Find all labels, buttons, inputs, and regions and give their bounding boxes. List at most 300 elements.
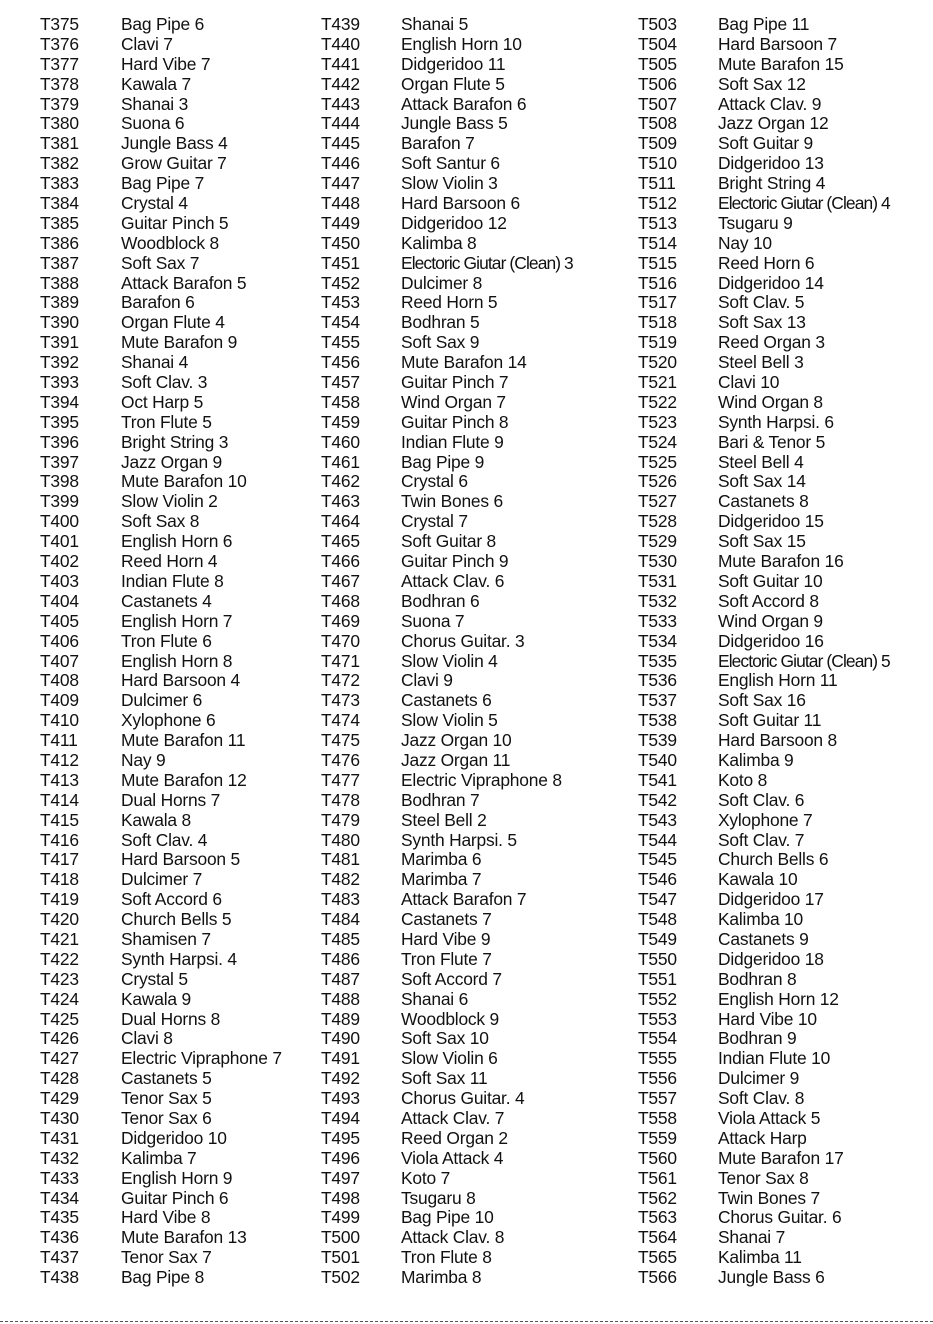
tone-name: Tron Flute 6 bbox=[121, 630, 212, 651]
tone-number: T388 bbox=[40, 272, 79, 293]
tone-name: Shanai 4 bbox=[121, 352, 189, 373]
tone-name: English Horn 8 bbox=[121, 650, 233, 671]
tone-number: T428 bbox=[40, 1068, 79, 1089]
tone-number: T507 bbox=[638, 93, 677, 114]
tone-number: T505 bbox=[638, 53, 677, 74]
tone-name: Tsugaru 8 bbox=[401, 1187, 476, 1208]
tone-number: T453 bbox=[321, 292, 360, 313]
tone-number: T487 bbox=[321, 968, 360, 989]
tone-number: T412 bbox=[40, 749, 79, 770]
tone-number: T463 bbox=[321, 491, 360, 512]
tone-number: T499 bbox=[321, 1207, 360, 1228]
tone-name: Reed Horn 4 bbox=[121, 551, 218, 572]
tone-number: T515 bbox=[638, 252, 677, 273]
tone-name: Electoric Giutar (Clean) 3 bbox=[401, 252, 573, 273]
tone-number: T541 bbox=[638, 769, 677, 790]
tone-number: T561 bbox=[638, 1167, 677, 1188]
tone-name: Crystal 5 bbox=[121, 968, 188, 989]
tone-name: Didgeridoo 16 bbox=[718, 630, 824, 651]
tone-name: Dual Horns 7 bbox=[121, 789, 221, 810]
tone-number: T506 bbox=[638, 73, 677, 94]
tone-name: English Horn 12 bbox=[718, 988, 839, 1009]
tone-name: Suona 7 bbox=[401, 610, 465, 631]
tone-name: Soft Guitar 8 bbox=[401, 531, 497, 552]
tone-name: Mute Barafon 14 bbox=[401, 352, 527, 373]
tone-name: Hard Vibe 7 bbox=[121, 53, 211, 74]
tone-number: T467 bbox=[321, 570, 360, 591]
tone-number: T452 bbox=[321, 272, 360, 293]
tone-number: T433 bbox=[40, 1167, 79, 1188]
tone-name: Tenor Sax 7 bbox=[121, 1247, 212, 1268]
tone-number: T464 bbox=[321, 511, 360, 532]
tone-name: Indian Flute 10 bbox=[718, 1048, 831, 1069]
tone-number: T411 bbox=[40, 730, 78, 751]
tone-name: Attack Clav. 8 bbox=[401, 1227, 505, 1248]
tone-number: T485 bbox=[321, 928, 360, 949]
tone-name: Clavi 7 bbox=[121, 33, 173, 54]
tone-name: Electric Vipraphone 8 bbox=[401, 769, 562, 790]
tone-number: T454 bbox=[321, 312, 360, 333]
tone-name: Nay 10 bbox=[718, 232, 772, 253]
tone-name: Attack Barafon 7 bbox=[401, 889, 527, 910]
tone-number: T421 bbox=[40, 928, 79, 949]
tone-name: Slow Violin 6 bbox=[401, 1048, 498, 1069]
tone-number: T560 bbox=[638, 1147, 677, 1168]
tone-name: Soft Santur 6 bbox=[401, 153, 500, 174]
tone-name: Twin Bones 6 bbox=[401, 491, 504, 512]
tone-number: T404 bbox=[40, 590, 79, 611]
tone-name: Soft Sax 12 bbox=[718, 73, 806, 94]
tone-number: T414 bbox=[40, 789, 79, 810]
tone-number: T390 bbox=[40, 312, 79, 333]
tone-number: T469 bbox=[321, 610, 360, 631]
tone-number: T458 bbox=[321, 391, 360, 412]
tone-number: T407 bbox=[40, 650, 79, 671]
tone-name: Bodhran 7 bbox=[401, 789, 480, 810]
tone-name: Bodhran 9 bbox=[718, 1028, 797, 1049]
tone-number: T387 bbox=[40, 252, 79, 273]
tone-number: T410 bbox=[40, 710, 79, 731]
tone-name: Kawala 7 bbox=[121, 73, 191, 94]
tone-number: T566 bbox=[638, 1267, 677, 1288]
tone-name: Chorus Guitar. 3 bbox=[401, 630, 525, 651]
tone-name: Tenor Sax 5 bbox=[121, 1088, 212, 1109]
tone-name: Shanai 3 bbox=[121, 93, 189, 114]
tone-number: T549 bbox=[638, 928, 677, 949]
tone-name: Soft Sax 9 bbox=[401, 332, 480, 353]
tone-name: Synth Harpsi. 4 bbox=[121, 948, 237, 969]
tone-number: T495 bbox=[321, 1127, 360, 1148]
tone-name: Crystal 4 bbox=[121, 193, 188, 214]
tone-number: T552 bbox=[638, 988, 677, 1009]
tone-number: T550 bbox=[638, 948, 677, 969]
tone-name: Mute Barafon 9 bbox=[121, 332, 238, 353]
tone-name: Slow Violin 5 bbox=[401, 710, 498, 731]
tone-name: Hard Barsoon 4 bbox=[121, 670, 241, 691]
tone-name: Hard Barsoon 6 bbox=[401, 193, 521, 214]
tone-number: T471 bbox=[321, 650, 360, 671]
tone-name: Guitar Pinch 7 bbox=[401, 372, 509, 393]
tone-number: T384 bbox=[40, 193, 79, 214]
tone-number: T398 bbox=[40, 471, 79, 492]
tone-name: Soft Clav. 4 bbox=[121, 829, 208, 850]
tone-number: T440 bbox=[321, 33, 360, 54]
tone-name: Xylophone 6 bbox=[121, 710, 216, 731]
tone-number: T441 bbox=[321, 53, 360, 74]
tone-name: Soft Sax 15 bbox=[718, 531, 806, 552]
tone-name: Xylophone 7 bbox=[718, 809, 813, 830]
tone-name: Mute Barafon 11 bbox=[121, 730, 246, 751]
tone-number: T465 bbox=[321, 531, 360, 552]
tone-number: T527 bbox=[638, 491, 677, 512]
tone-name: Wind Organ 9 bbox=[718, 610, 823, 631]
tone-name: Jungle Bass 5 bbox=[401, 113, 508, 134]
tone-number: T491 bbox=[321, 1048, 360, 1069]
tone-name: Guitar Pinch 9 bbox=[401, 551, 509, 572]
tone-number: T536 bbox=[638, 670, 677, 691]
tone-number: T535 bbox=[638, 650, 677, 671]
tone-name: Guitar Pinch 6 bbox=[121, 1187, 229, 1208]
tone-number: T524 bbox=[638, 431, 677, 452]
tone-name: Shamisen 7 bbox=[121, 928, 211, 949]
tone-number: T468 bbox=[321, 590, 360, 611]
tone-name: Didgeridoo 11 bbox=[401, 53, 506, 74]
tone-number: T445 bbox=[321, 133, 360, 154]
tone-name: Mute Barafon 16 bbox=[718, 551, 844, 572]
tone-name: Reed Horn 5 bbox=[401, 292, 498, 313]
tone-name: Shanai 5 bbox=[401, 14, 469, 34]
tone-name: Oct Harp 5 bbox=[121, 391, 204, 412]
tone-name: Marimba 6 bbox=[401, 849, 482, 870]
tone-number: T514 bbox=[638, 232, 677, 253]
tone-name: Hard Barsoon 5 bbox=[121, 849, 241, 870]
tone-number: T523 bbox=[638, 411, 677, 432]
tone-number: T462 bbox=[321, 471, 360, 492]
tone-number: T474 bbox=[321, 710, 360, 731]
tone-number: T395 bbox=[40, 411, 79, 432]
tone-number: T525 bbox=[638, 451, 677, 472]
tone-name: Jazz Organ 10 bbox=[401, 730, 512, 751]
tone-number: T443 bbox=[321, 93, 360, 114]
tone-name: Marimba 7 bbox=[401, 869, 482, 890]
tone-name: Castanets 8 bbox=[718, 491, 809, 512]
tone-name: Wind Organ 7 bbox=[401, 391, 506, 412]
tone-number: T439 bbox=[321, 14, 360, 34]
tone-number: T544 bbox=[638, 829, 677, 850]
tone-number: T556 bbox=[638, 1068, 677, 1089]
tone-name: Barafon 6 bbox=[121, 292, 195, 313]
tone-number: T562 bbox=[638, 1187, 677, 1208]
tone-name: Bag Pipe 8 bbox=[121, 1267, 205, 1288]
tone-number: T493 bbox=[321, 1088, 360, 1109]
tone-name: Nay 9 bbox=[121, 749, 166, 770]
tone-number: T553 bbox=[638, 1008, 677, 1029]
tone-number: T437 bbox=[40, 1247, 79, 1268]
tone-name: Organ Flute 4 bbox=[121, 312, 225, 333]
tone-number: T520 bbox=[638, 352, 677, 373]
tone-name: Tenor Sax 8 bbox=[718, 1167, 809, 1188]
tone-name: Shanai 7 bbox=[718, 1227, 786, 1248]
tone-name: Didgeridoo 15 bbox=[718, 511, 824, 532]
tone-name: Bright String 3 bbox=[121, 431, 229, 452]
tone-name: Tsugaru 9 bbox=[718, 212, 793, 233]
tone-number: T413 bbox=[40, 769, 79, 790]
tone-number: T490 bbox=[321, 1028, 360, 1049]
tone-number: T500 bbox=[321, 1227, 360, 1248]
tone-number: T391 bbox=[40, 332, 79, 353]
tone-number: T540 bbox=[638, 749, 677, 770]
tone-name: Attack Clav. 7 bbox=[401, 1107, 505, 1128]
tone-name: Soft Sax 11 bbox=[401, 1068, 488, 1089]
tone-name: Soft Sax 13 bbox=[718, 312, 806, 333]
tone-name: Kalimba 11 bbox=[718, 1247, 802, 1268]
tone-number: T564 bbox=[638, 1227, 677, 1248]
tone-number: T380 bbox=[40, 113, 79, 134]
tone-name: Chorus Guitar. 4 bbox=[401, 1088, 525, 1109]
tone-name: Soft Sax 8 bbox=[121, 511, 200, 532]
tone-number: T444 bbox=[321, 113, 360, 134]
tone-name: Guitar Pinch 5 bbox=[121, 212, 229, 233]
tone-name: Mute Barafon 15 bbox=[718, 53, 844, 74]
tone-name: Soft Guitar 9 bbox=[718, 133, 814, 154]
tone-name: Clavi 10 bbox=[718, 372, 780, 393]
tone-name: Castanets 5 bbox=[121, 1068, 212, 1089]
tone-name: Bari & Tenor 5 bbox=[718, 431, 826, 452]
tone-name: Hard Barsoon 8 bbox=[718, 730, 838, 751]
tone-name: Jazz Organ 12 bbox=[718, 113, 829, 134]
tone-name: Didgeridoo 12 bbox=[401, 212, 507, 233]
tone-number: T456 bbox=[321, 352, 360, 373]
tone-name: Bodhran 5 bbox=[401, 312, 480, 333]
tone-name: English Horn 7 bbox=[121, 610, 233, 631]
tone-name: Marimba 8 bbox=[401, 1267, 482, 1288]
tone-number: T435 bbox=[40, 1207, 79, 1228]
tone-number: T392 bbox=[40, 352, 79, 373]
tone-number: T401 bbox=[40, 531, 79, 552]
tone-number: T399 bbox=[40, 491, 79, 512]
tone-number: T461 bbox=[321, 451, 360, 472]
tone-number: T403 bbox=[40, 570, 79, 591]
tone-number: T518 bbox=[638, 312, 677, 333]
tone-name: Soft Accord 7 bbox=[401, 968, 502, 989]
tone-number: T381 bbox=[40, 133, 79, 154]
tone-number: T476 bbox=[321, 749, 360, 770]
tone-name: Attack Clav. 6 bbox=[401, 570, 505, 591]
tone-name: Mute Barafon 12 bbox=[121, 769, 247, 790]
tone-name: English Horn 6 bbox=[121, 531, 233, 552]
tone-name: Reed Organ 2 bbox=[401, 1127, 508, 1148]
tone-name: Dulcimer 7 bbox=[121, 869, 203, 890]
tone-name: Woodblock 9 bbox=[401, 1008, 500, 1029]
tone-number: T425 bbox=[40, 1008, 79, 1029]
tone-name: Bag Pipe 10 bbox=[401, 1207, 494, 1228]
tone-name: Soft Guitar 10 bbox=[718, 570, 823, 591]
tone-name: Grow Guitar 7 bbox=[121, 153, 227, 174]
tone-number: T417 bbox=[40, 849, 79, 870]
tone-number: T379 bbox=[40, 93, 79, 114]
tone-number: T533 bbox=[638, 610, 677, 631]
tone-number: T542 bbox=[638, 789, 677, 810]
tone-name: Bag Pipe 6 bbox=[121, 14, 205, 34]
tone-number: T429 bbox=[40, 1088, 79, 1109]
tone-name: Hard Vibe 10 bbox=[718, 1008, 817, 1029]
tone-number: T548 bbox=[638, 909, 677, 930]
tone-number: T409 bbox=[40, 690, 79, 711]
tone-name: Kawala 10 bbox=[718, 869, 798, 890]
tone-number: T538 bbox=[638, 710, 677, 731]
tone-number: T478 bbox=[321, 789, 360, 810]
tone-number: T377 bbox=[40, 53, 79, 74]
tone-number: T423 bbox=[40, 968, 79, 989]
tone-number: T497 bbox=[321, 1167, 360, 1188]
tone-name: Didgeridoo 18 bbox=[718, 948, 824, 969]
tone-number: T521 bbox=[638, 372, 677, 393]
tone-number: T406 bbox=[40, 630, 79, 651]
tone-name: Viola Attack 5 bbox=[718, 1107, 821, 1128]
tone-name: Barafon 7 bbox=[401, 133, 475, 154]
tone-number: T492 bbox=[321, 1068, 360, 1089]
tone-name: Dual Horns 8 bbox=[121, 1008, 221, 1029]
tone-name: Soft Sax 7 bbox=[121, 252, 200, 273]
tone-number: T382 bbox=[40, 153, 79, 174]
tone-name: Soft Clav. 5 bbox=[718, 292, 805, 313]
tone-number: T397 bbox=[40, 451, 79, 472]
tone-name: Kalimba 8 bbox=[401, 232, 477, 253]
tone-name: Bag Pipe 9 bbox=[401, 451, 485, 472]
tone-number: T385 bbox=[40, 212, 79, 233]
tone-name: Church Bells 6 bbox=[718, 849, 829, 870]
tone-name: Hard Barsoon 7 bbox=[718, 33, 838, 54]
tone-name: Tron Flute 5 bbox=[121, 411, 212, 432]
tone-number: T543 bbox=[638, 809, 677, 830]
tone-number: T555 bbox=[638, 1048, 677, 1069]
tone-number: T537 bbox=[638, 690, 677, 711]
tone-name: Bright String 4 bbox=[718, 173, 826, 194]
tone-number: T528 bbox=[638, 511, 677, 532]
tone-name: Organ Flute 5 bbox=[401, 73, 505, 94]
tone-name: Tron Flute 7 bbox=[401, 948, 492, 969]
tone-name: Clavi 9 bbox=[401, 670, 453, 691]
tone-number: T498 bbox=[321, 1187, 360, 1208]
tone-name: Kalimba 9 bbox=[718, 749, 794, 770]
tone-number: T563 bbox=[638, 1207, 677, 1228]
tone-number: T460 bbox=[321, 431, 360, 452]
tone-name: Hard Vibe 8 bbox=[121, 1207, 211, 1228]
tone-name: Attack Clav. 9 bbox=[718, 93, 822, 114]
tone-number: T415 bbox=[40, 809, 79, 830]
tone-number: T422 bbox=[40, 948, 79, 969]
tone-number: T517 bbox=[638, 292, 677, 313]
tone-number: T432 bbox=[40, 1147, 79, 1168]
tone-name: Kawala 8 bbox=[121, 809, 191, 830]
tone-name: Synth Harpsi. 5 bbox=[401, 829, 517, 850]
tone-name: Indian Flute 9 bbox=[401, 431, 504, 452]
tone-name: Jazz Organ 9 bbox=[121, 451, 223, 472]
tone-name: Steel Bell 3 bbox=[718, 352, 804, 373]
tone-number: T534 bbox=[638, 630, 677, 651]
tone-name: Church Bells 5 bbox=[121, 909, 232, 930]
tone-number: T400 bbox=[40, 511, 79, 532]
tone-name: Didgeridoo 14 bbox=[718, 272, 824, 293]
tone-name: Attack Barafon 5 bbox=[121, 272, 247, 293]
tone-number: T383 bbox=[40, 173, 79, 194]
tone-number: T503 bbox=[638, 14, 677, 34]
tone-number: T546 bbox=[638, 869, 677, 890]
tone-name: Jungle Bass 6 bbox=[718, 1267, 825, 1288]
tone-number: T477 bbox=[321, 769, 360, 790]
tone-number: T427 bbox=[40, 1048, 79, 1069]
tone-number: T455 bbox=[321, 332, 360, 353]
tone-number: T554 bbox=[638, 1028, 677, 1049]
tone-number: T434 bbox=[40, 1187, 79, 1208]
tone-number: T426 bbox=[40, 1028, 79, 1049]
tone-number: T522 bbox=[638, 391, 677, 412]
tone-number: T502 bbox=[321, 1267, 360, 1288]
tone-name: Soft Clav. 8 bbox=[718, 1088, 805, 1109]
tone-name: Soft Clav. 6 bbox=[718, 789, 805, 810]
tone-name: Castanets 9 bbox=[718, 928, 809, 949]
tone-name: Dulcimer 9 bbox=[718, 1068, 800, 1089]
tone-number: T558 bbox=[638, 1107, 677, 1128]
tone-name: Castanets 7 bbox=[401, 909, 492, 930]
tone-number: T447 bbox=[321, 173, 360, 194]
tone-name: Soft Accord 6 bbox=[121, 889, 222, 910]
tone-name: Crystal 6 bbox=[401, 471, 468, 492]
tone-number: T473 bbox=[321, 690, 360, 711]
tone-number: T519 bbox=[638, 332, 677, 353]
tone-name: Steel Bell 4 bbox=[718, 451, 804, 472]
tone-number: T479 bbox=[321, 809, 360, 830]
tone-number: T482 bbox=[321, 869, 360, 890]
tone-name: Suona 6 bbox=[121, 113, 185, 134]
tone-name: Castanets 4 bbox=[121, 590, 212, 611]
tone-number: T442 bbox=[321, 73, 360, 94]
tone-name: Bag Pipe 7 bbox=[121, 173, 205, 194]
tone-name: Bag Pipe 11 bbox=[718, 14, 810, 34]
tone-number: T530 bbox=[638, 551, 677, 572]
page-bottom-rule bbox=[0, 1321, 933, 1322]
tone-number: T375 bbox=[40, 14, 79, 34]
tone-number: T565 bbox=[638, 1247, 677, 1268]
tone-number: T402 bbox=[40, 551, 79, 572]
tone-name: Slow Violin 4 bbox=[401, 650, 498, 671]
tone-number: T557 bbox=[638, 1088, 677, 1109]
tone-name: Soft Sax 16 bbox=[718, 690, 806, 711]
tone-name: Dulcimer 8 bbox=[401, 272, 483, 293]
tone-number: T494 bbox=[321, 1107, 360, 1128]
tone-number: T394 bbox=[40, 391, 79, 412]
tone-number: T531 bbox=[638, 570, 677, 591]
tone-name: Soft Clav. 7 bbox=[718, 829, 805, 850]
tone-number: T470 bbox=[321, 630, 360, 651]
tone-number: T378 bbox=[40, 73, 79, 94]
tone-number: T386 bbox=[40, 232, 79, 253]
tone-name: Soft Sax 10 bbox=[401, 1028, 489, 1049]
tone-number: T418 bbox=[40, 869, 79, 890]
tone-number: T424 bbox=[40, 988, 79, 1009]
tone-number: T511 bbox=[638, 173, 676, 194]
tone-number: T419 bbox=[40, 889, 79, 910]
tone-name: Jungle Bass 4 bbox=[121, 133, 228, 154]
tone-number: T438 bbox=[40, 1267, 79, 1288]
tone-number: T508 bbox=[638, 113, 677, 134]
tone-name: English Horn 11 bbox=[718, 670, 838, 691]
tone-number: T448 bbox=[321, 193, 360, 214]
tone-number: T449 bbox=[321, 212, 360, 233]
tone-number: T376 bbox=[40, 33, 79, 54]
tone-number: T501 bbox=[321, 1247, 360, 1268]
tone-name: Kalimba 7 bbox=[121, 1147, 197, 1168]
